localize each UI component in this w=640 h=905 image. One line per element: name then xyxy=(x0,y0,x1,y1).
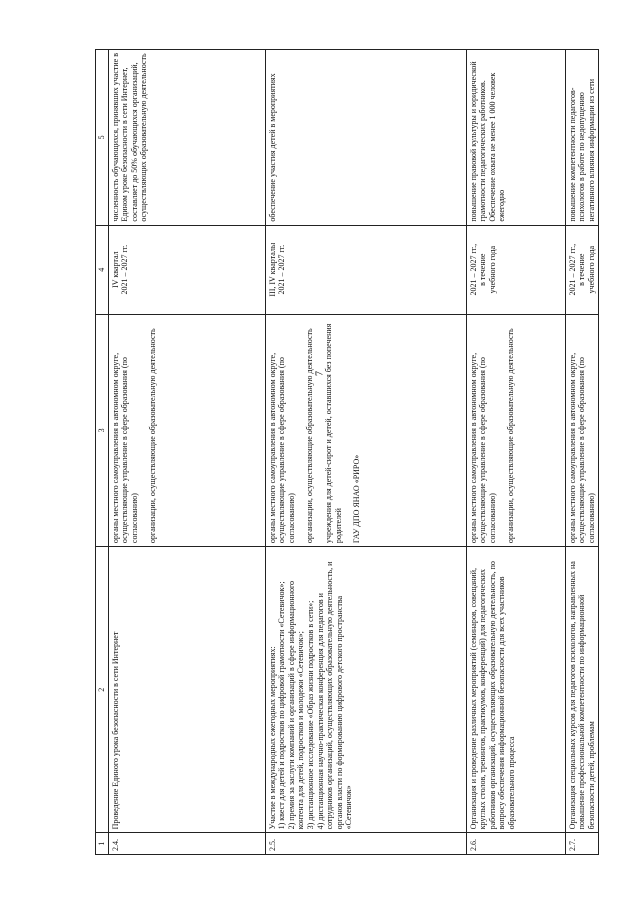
deadline-cell-text: III, IV кварталы xyxy=(267,242,277,297)
table-row xyxy=(565,50,599,855)
event-cell xyxy=(466,547,565,833)
deadline-cell-text: 2021 – 2027 гг., xyxy=(468,243,478,296)
header-row xyxy=(96,50,109,855)
result-cell-text: численность обучающихся, принявших участие в Едином уроке безопасности в сети Интернет, составляет до 50% обучающихся организаций, осуществляющих образовательную деятельность xyxy=(110,53,149,222)
event-cell-text: Организация и проведение различных мероприятий (семинаров, совещаний, круглых столов, тренингов, практикумов, конференций) для педагогических работников организаций, осуществляющих образовательную деятельность, по вопросу обеспечения информационной безопасности для всех участников образовательного процесса xyxy=(468,561,516,830)
header-cell: 5 xyxy=(96,50,109,226)
executors-cell-text: органы местного самоуправления в автономном округе, осуществляющие управление в сфере образования (по согласованию) xyxy=(468,352,497,544)
event-cell-text: Проведение Единого урока безопасности в сети Интернет xyxy=(110,631,120,830)
table-row xyxy=(466,50,565,855)
row-number-cell xyxy=(108,833,265,855)
row-number-cell-text: 2.4. xyxy=(110,839,120,851)
result-cell xyxy=(265,50,466,226)
result-cell xyxy=(565,50,599,226)
executors-cell-text: учреждения для детей-сирот и детей, оставшихся без попечения родителей xyxy=(323,323,343,544)
header-cell: 4 xyxy=(96,225,109,314)
header-cell: 1 xyxy=(96,833,109,855)
event-cell xyxy=(265,547,466,833)
executors-cell-text: органы местного самоуправления в автономном округе, осуществляющие управление в сфере образования (по согласованию) xyxy=(567,352,596,544)
table-row xyxy=(265,50,466,855)
deadline-cell-text: учебного года xyxy=(586,245,596,294)
event-cell xyxy=(108,547,265,833)
executors-cell-text: организации, осуществляющие образовательную деятельность xyxy=(305,328,315,544)
event-cell-text: Участие в международных ежегодных мероприятиях: xyxy=(267,646,277,830)
deadline-cell xyxy=(466,225,565,314)
event-cell xyxy=(565,547,599,833)
deadline-cell-text: 2021 – 2027 гг. xyxy=(277,244,287,295)
result-cell xyxy=(466,50,565,226)
row-number-cell-text: 2.7. xyxy=(567,839,577,851)
deadline-cell xyxy=(108,225,265,314)
deadline-cell-text: 2021 – 2027 гг. xyxy=(120,244,130,295)
executors-cell-text: органы местного самоуправления в автономном округе, осуществляющие управление в сфере образования (по согласованию) xyxy=(267,352,296,544)
event-cell-text: 1) квест для детей и подростков по цифровой грамотности «Сетевичок»; xyxy=(277,581,287,830)
result-cell-text: повышение компетентности педагогов-психологов в работе по недопущению негативного влияния информации из сети xyxy=(567,78,596,222)
deadline-cell-text: в течение xyxy=(478,253,488,286)
executors-cell xyxy=(565,314,599,546)
result-cell-text: повышение правовой культуры и юридической грамотности педагогических работников. xyxy=(468,61,488,222)
header-cell: 3 xyxy=(96,314,109,546)
deadline-cell-text: IV квартал xyxy=(110,251,120,288)
executors-cell-text xyxy=(139,318,148,543)
executors-cell-text xyxy=(296,318,305,543)
deadline-cell-text: 2021 – 2027 гг., xyxy=(567,243,577,296)
executors-cell-text: органы местного самоуправления в автономном округе, осуществляющие управление в сфере образования (по согласованию) xyxy=(110,352,139,544)
event-cell-text: Организация специальных курсов для педагогов психологов, направленных на повышение профессиональной компетентности по информационной безопасности детей, проблемам xyxy=(567,561,596,830)
executors-cell-text: ГАУ ДПО ЯНАО «РИРО» xyxy=(352,454,362,544)
event-cell-text: 3) дистанционное исследование «Образ жизни подростков в сети»; xyxy=(305,600,315,830)
executors-cell-text: организации, осуществляющие образовательную деятельность xyxy=(506,328,516,544)
row-number-cell-text: 2.6. xyxy=(468,839,478,851)
executors-cell-text xyxy=(497,318,506,543)
result-cell-text: Обеспечение охвата не менее 1 000 человек ежегодно xyxy=(487,72,507,222)
row-number-cell xyxy=(466,833,565,855)
deadline-cell-text: учебного года xyxy=(487,245,497,294)
executors-cell-text: организации, осуществляющие образовательную деятельность xyxy=(148,328,158,544)
executors-cell-text xyxy=(343,318,352,543)
result-cell-text: обеспечение участия детей в мероприятиях xyxy=(267,73,277,222)
row-number-cell-text: 2.5. xyxy=(267,839,277,851)
deadline-cell xyxy=(265,225,466,314)
executors-cell xyxy=(265,314,466,546)
result-cell xyxy=(108,50,265,226)
executors-cell xyxy=(466,314,565,546)
page-number: 7 xyxy=(314,371,326,376)
header-cell: 2 xyxy=(96,547,109,833)
deadline-cell-text: в течение xyxy=(577,253,587,286)
event-cell-text: 4) дистанционная научно-практическая конференция для педагогов и сотрудников организаций, осуществляющих образовательную деятельность, и органов власти по формированию цифрового детского пространства «Сетевичок» xyxy=(315,561,354,830)
event-cell-text: 2) премия за заслуги компаний и организаций в сфере информационного контента для детей, подростков и молодежи «Сетевичок»; xyxy=(286,580,306,830)
executors-cell-text xyxy=(315,318,324,543)
rotated-page xyxy=(95,49,607,855)
deadline-cell xyxy=(565,225,599,314)
table-row xyxy=(108,50,265,855)
executors-cell xyxy=(108,314,265,546)
plan-table xyxy=(95,49,599,855)
row-number-cell xyxy=(265,833,466,855)
row-number-cell xyxy=(565,833,599,855)
